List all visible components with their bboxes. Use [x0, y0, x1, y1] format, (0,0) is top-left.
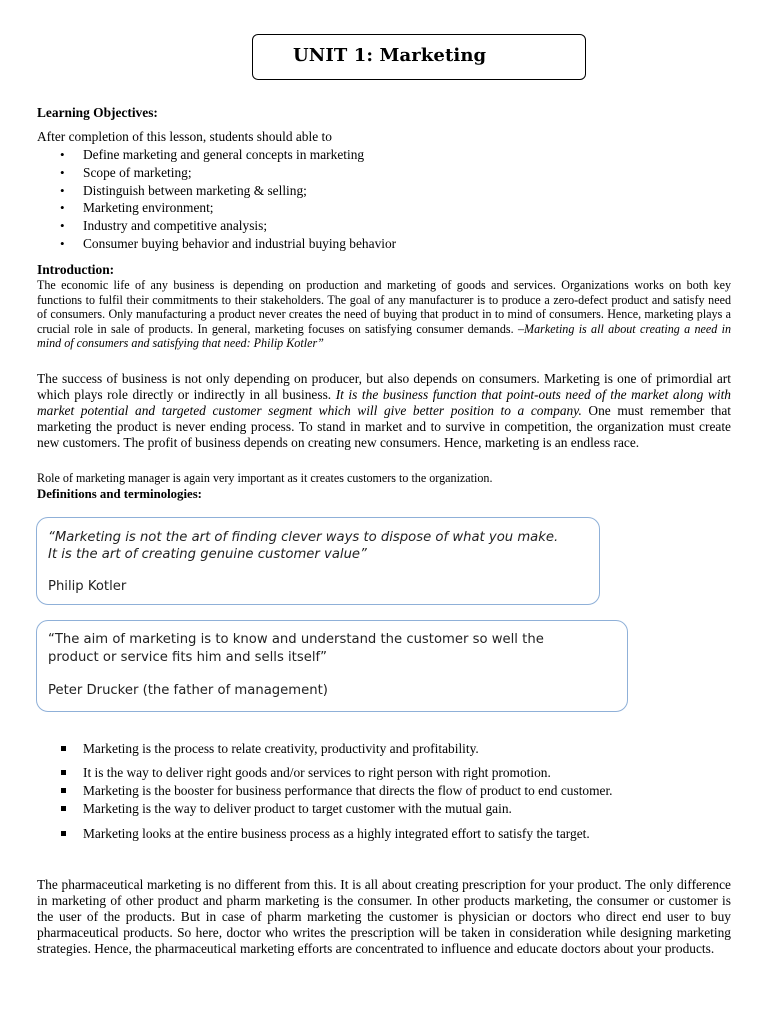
- list-item: • Industry and competitive analysis;: [58, 217, 396, 235]
- list-item: Marketing is the process to relate creativity, productivity and profitability.: [58, 741, 638, 756]
- quote-box-drucker: [36, 620, 628, 712]
- list-item: • Marketing environment;: [58, 199, 396, 217]
- intro-paragraph-1-text: The economic life of any business is depending on production and marketing of goods and services. Organizations works on both key functions to fulfil their commitments to their stakeholders. The goal of any manufacturer is to produce a zero-defect product and satisfy need of consumers. Only manufacturing a product never creates the need of buying that product in to mind of consumers. Hence, marketing plays a crucial role in sale of products. In general, marketing focuses on satisfying consumer demands.: [37, 278, 731, 336]
- title-box: [252, 34, 586, 80]
- quote-kotler-line-2: It is the art of creating genuine customer value”: [48, 547, 367, 562]
- definitions-heading: Definitions and terminologies:: [37, 487, 202, 501]
- quote-drucker-line-1: “The aim of marketing is to know and understand the customer so well the: [48, 632, 544, 647]
- intro-paragraph-2: [37, 371, 731, 451]
- list-item: Marketing is the booster for business performance that directs the flow of product to end customer.: [58, 783, 638, 798]
- list-item: It is the way to deliver right goods and/or services to right person with right promotion.: [58, 765, 638, 780]
- introduction-heading: Introduction:: [37, 262, 115, 277]
- list-item: • Consumer buying behavior and industrial buying behavior: [58, 235, 396, 253]
- intro-paragraph-2-italic: It is the business function that point-outs need of the market along with market potential and targeted customer segment which will give better position to a company.: [37, 386, 731, 418]
- list-item: Marketing is the way to deliver product to target customer with the mutual gain.: [58, 801, 638, 816]
- intro-paragraph-3: Role of marketing manager is again very important as it creates customers to the organization.: [37, 471, 493, 485]
- quote-kotler-author: Philip Kotler: [48, 579, 127, 594]
- pharma-paragraph: The pharmaceutical marketing is no different from this. It is all about creating prescription for your product. The only difference in marketing of other product and pharm marketing is the consumer. In other products marketing, the consumer or customer is the user of the products. But in case of pharm marketing the customer is physician or doctors who direct end user to buy pharmaceutical products. So here, doctor who writes the prescription will be taken in consideration while designing marketing strategies. Hence, the pharmaceutical marketing efforts are concentrated to influence and educate doctors about your products.: [37, 877, 731, 956]
- list-item: • Distinguish between marketing & selling;: [58, 182, 396, 200]
- intro-paragraph-2-text-a: The success of business is not only depending on producer, but also depends on consumers. Marketing is one of primordial art which plays role directly or indirectly in all business.: [37, 371, 731, 402]
- list-item: • Define marketing and general concepts in marketing: [58, 146, 396, 164]
- quote-drucker-line-2: product or service fits him and sells itself”: [48, 650, 327, 665]
- marketing-points-list: [58, 741, 638, 841]
- list-item: • Scope of marketing;: [58, 164, 396, 182]
- learning-objectives-heading: Learning Objectives:: [37, 105, 158, 120]
- page-title: UNIT 1: Marketing: [293, 45, 487, 66]
- intro-paragraph-1: [37, 278, 731, 351]
- list-item: Marketing looks at the entire business process as a highly integrated effort to satisfy the target.: [58, 826, 638, 841]
- learning-objectives-intro: After completion of this lesson, students should able to: [37, 129, 332, 144]
- intro-paragraph-2-text-b: One must remember that marketing the product is never ending process. To stand in market and to survive in competition, the organization must create new customers. The profit of business depends on creating new consumers. Hence, marketing is an endless race.: [37, 402, 731, 450]
- kotler-quote-inline: –Marketing is all about creating a need in mind of consumers and satisfying that need: Philip Kotler”: [37, 321, 731, 350]
- quote-kotler-line-1: “Marketing is not the art of finding clever ways to dispose of what you make.: [48, 530, 559, 545]
- quote-drucker-author: Peter Drucker (the father of management): [48, 683, 328, 698]
- quote-box-kotler: [36, 517, 600, 605]
- objectives-list: [58, 146, 396, 253]
